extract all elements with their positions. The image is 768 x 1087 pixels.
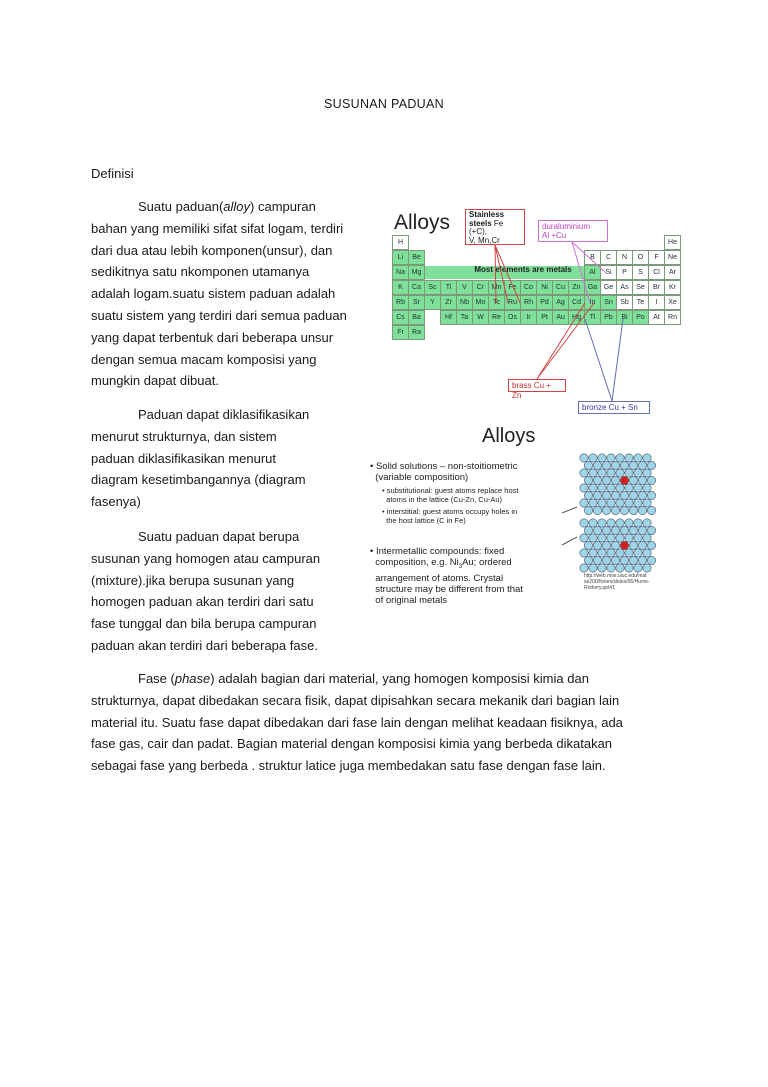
source-text: se200/Notes/slides/06/Hume- <box>584 579 650 585</box>
host-atom <box>625 454 633 462</box>
host-atom <box>602 506 610 514</box>
paragraph-classification <box>91 404 309 513</box>
element-cell-p: P <box>616 265 633 280</box>
page-title: SUSUNAN PADUAN <box>324 97 444 111</box>
p1-line: sedikitnya satu nkomponen utamanya <box>91 264 310 280</box>
host-atom <box>607 454 615 462</box>
host-atom <box>634 484 642 492</box>
host-atom <box>625 519 633 527</box>
stainless-label: steels <box>469 218 492 228</box>
host-atom <box>616 484 624 492</box>
element-cell-cs: Cs <box>392 310 409 325</box>
most-elements-label: Most elements are metals <box>474 265 572 274</box>
host-atom <box>607 469 615 477</box>
host-atom <box>589 469 597 477</box>
host-atom <box>598 499 606 507</box>
host-atom <box>643 454 651 462</box>
host-atom <box>598 454 606 462</box>
host-atom <box>593 541 601 549</box>
element-cell-i: I <box>648 295 665 310</box>
element-cell-v: V <box>456 280 473 295</box>
host-atom <box>629 506 637 514</box>
host-atom <box>616 469 624 477</box>
p1-text: ) campuran <box>250 199 316 214</box>
element-cell-ca: Ca <box>408 280 425 295</box>
bullet-text: Au; ordered <box>462 557 512 568</box>
element-cell-s: S <box>632 265 649 280</box>
host-atom <box>643 549 651 557</box>
element-cell-ni: Ni <box>536 280 553 295</box>
element-cell-rn: Rn <box>664 310 681 325</box>
p1-line: mungkin dapat dibuat. <box>91 373 219 389</box>
p1-italic: alloy <box>223 199 251 214</box>
element-cell-co: Co <box>520 280 537 295</box>
host-atom <box>616 519 624 527</box>
element-cell-n: N <box>616 250 633 265</box>
element-cell-rh: Rh <box>520 295 537 310</box>
host-atom <box>593 476 601 484</box>
host-atom <box>602 476 610 484</box>
p1-line: bahan yang memiliki sifat sifat logam, terdiri <box>91 220 344 236</box>
host-atom <box>607 534 615 542</box>
figure1-arrows <box>382 203 688 419</box>
p3-line: Suatu paduan dapat berupa <box>138 529 300 544</box>
element-cell-kr: Kr <box>664 280 681 295</box>
host-atom <box>607 549 615 557</box>
paragraph-definition <box>91 196 347 392</box>
host-atom <box>647 461 655 469</box>
host-atom <box>584 526 592 534</box>
p3-line: paduan akan terdiri dari beberapa fase. <box>91 637 318 653</box>
host-atom <box>638 491 646 499</box>
host-atom <box>616 564 624 572</box>
figure-alloys-periodic-table <box>382 203 688 419</box>
host-atom <box>647 476 655 484</box>
host-atom <box>611 526 619 534</box>
host-atom <box>638 541 646 549</box>
host-atom <box>643 534 651 542</box>
host-atom <box>593 506 601 514</box>
element-cell-fe: Fe <box>504 280 521 295</box>
host-atom <box>638 476 646 484</box>
element-cell-hg: Hg <box>568 310 585 325</box>
host-atom <box>593 461 601 469</box>
stainless-label: Fe (+C), <box>469 218 504 236</box>
element-cell-ge: Ge <box>600 280 617 295</box>
element-cell-k: K <box>392 280 409 295</box>
host-atom <box>616 549 624 557</box>
host-atom <box>647 491 655 499</box>
host-atom <box>629 461 637 469</box>
host-atom <box>643 564 651 572</box>
element-cell-os: Os <box>504 310 521 325</box>
host-atom <box>589 499 597 507</box>
host-atom <box>589 484 597 492</box>
element-cell-ir: Ir <box>520 310 537 325</box>
source-text: http://web.mse.uiuc.edu/mat <box>584 573 647 579</box>
element-cell-sr: Sr <box>408 295 425 310</box>
bronze-box: bronze Cu + Sn <box>578 401 650 414</box>
element-cell-w: W <box>472 310 489 325</box>
element-cell-c: C <box>600 250 617 265</box>
host-atom <box>647 541 655 549</box>
host-atom <box>643 469 651 477</box>
element-cell-si: Si <box>600 265 617 280</box>
figure1-title: Alloys <box>394 211 451 234</box>
host-atom <box>643 499 651 507</box>
element-cell-sb: Sb <box>616 295 633 310</box>
host-atom <box>598 519 606 527</box>
p2-line: diagram kesetimbangannya (diagram <box>91 472 306 488</box>
host-atom <box>584 541 592 549</box>
element-cell-se: Se <box>632 280 649 295</box>
p4-line: fase gas, cair dan padat. Bagian material dengan komposisi kimia yang berbeda dikatakan <box>91 736 613 752</box>
sub-bullet-text: substitutional: guest atoms replace host <box>386 486 519 495</box>
p2-line: paduan diklasifikasikan menurut <box>91 450 276 466</box>
element-cell-tl: Tl <box>584 310 601 325</box>
element-cell-fr: Fr <box>392 325 409 340</box>
p3-line: homogen paduan akan terdiri dari satu <box>91 594 314 610</box>
host-atom <box>625 499 633 507</box>
element-cell-hf: Hf <box>440 310 457 325</box>
host-atom <box>580 564 588 572</box>
element-cell-li: Li <box>392 250 409 265</box>
p4-line: sebagai fase yang berbeda . struktur latice juga membedakan satu fase dengan fase lain. <box>91 758 606 774</box>
element-cell-ra: Ra <box>408 325 425 340</box>
guest-atom <box>620 476 628 484</box>
p2-line: menurut strukturnya, dan sistem <box>91 428 277 444</box>
bullet-text: structure may be different from that <box>375 583 523 595</box>
figure-alloys-solutions <box>362 425 662 620</box>
element-cell-h: H <box>392 235 409 250</box>
p2-line: Paduan dapat diklasifikasikan <box>138 407 310 422</box>
element-cell-zn: Zn <box>568 280 585 295</box>
host-atom <box>602 541 610 549</box>
host-atom <box>611 476 619 484</box>
sub-bullet-interstitial: • interstitial: guest atoms occupy holes in the host lattice (C in Fe) <box>382 507 518 525</box>
host-atom <box>616 454 624 462</box>
element-cell-sc: Sc <box>424 280 441 295</box>
host-atom <box>584 461 592 469</box>
element-cell-pb: Pb <box>600 310 617 325</box>
element-cell-br: Br <box>648 280 665 295</box>
host-atom <box>611 556 619 564</box>
host-atom <box>620 491 628 499</box>
host-atom <box>611 541 619 549</box>
host-atom <box>589 549 597 557</box>
sub-bullet-text: atoms in the lattice (Cu-Zn, Cu-Au) <box>386 494 503 504</box>
host-atom <box>638 506 646 514</box>
duraluminium-label: Al +Cu <box>542 231 567 240</box>
element-cell-cr: Cr <box>472 280 489 295</box>
element-cell-sn: Sn <box>600 295 617 310</box>
host-atom <box>589 454 597 462</box>
element-cell-po: Po <box>632 310 649 325</box>
host-atom <box>593 491 601 499</box>
element-cell-tc: Tc <box>488 295 505 310</box>
p3-line: fase tunggal dan bila berupa campuran <box>91 616 317 632</box>
element-cell-in: In <box>584 295 601 310</box>
brass-box: brass Cu + Zn <box>508 379 566 392</box>
p2-line: fasenya) <box>91 494 141 510</box>
sub-bullet-text: the host lattice (C in Fe) <box>386 515 466 525</box>
host-atom <box>620 506 628 514</box>
host-atom <box>638 461 646 469</box>
source-text: Rothery.ppt#1 <box>584 585 616 591</box>
bullet-text: (variable composition) <box>375 472 469 483</box>
element-cell-na: Na <box>392 265 409 280</box>
host-atom <box>629 491 637 499</box>
sub-bullet-text: interstitial: guest atoms occupy holes in <box>386 507 518 516</box>
element-cell-at: At <box>648 310 665 325</box>
paragraph-homogeneous <box>91 526 320 657</box>
host-atom <box>625 469 633 477</box>
figure2-title: Alloys <box>482 425 536 447</box>
host-atom <box>629 541 637 549</box>
host-atom <box>629 476 637 484</box>
bullet-text: Solid solutions – non-stoitiometric <box>375 461 518 472</box>
element-cell-te: Te <box>632 295 649 310</box>
element-cell-rb: Rb <box>392 295 409 310</box>
p1-line: dari dua atau lebih komponen(unsur), dan <box>91 242 333 258</box>
element-cell-nb: Nb <box>456 295 473 310</box>
element-cell-xe: Xe <box>664 295 681 310</box>
host-atom <box>611 461 619 469</box>
host-atom <box>584 491 592 499</box>
element-cell-o: O <box>632 250 649 265</box>
host-atom <box>620 461 628 469</box>
p4-text: Fase ( <box>138 671 175 686</box>
host-atom <box>580 484 588 492</box>
host-atom <box>629 526 637 534</box>
host-atom <box>607 484 615 492</box>
element-cell-re: Re <box>488 310 505 325</box>
p1-text: Suatu paduan( <box>138 199 224 214</box>
element-cell-y: Y <box>424 295 441 310</box>
p3-line: susunan yang homogen atau campuran <box>91 550 321 566</box>
host-atom <box>625 484 633 492</box>
host-atom <box>607 564 615 572</box>
stainless-label: V, Mn,Cr <box>469 235 500 245</box>
paragraph-phase <box>91 668 681 777</box>
p4-italic: phase <box>174 671 211 686</box>
host-atom <box>598 484 606 492</box>
host-atom <box>607 499 615 507</box>
host-atom <box>634 534 642 542</box>
host-atom <box>616 534 624 542</box>
host-atom <box>616 499 624 507</box>
p4-text: ) adalah bagian dari material, yang homogen komposisi kimia dan <box>210 671 589 686</box>
host-atom <box>598 564 606 572</box>
host-atom <box>593 526 601 534</box>
host-atom <box>602 556 610 564</box>
element-cell-mg: Mg <box>408 265 425 280</box>
host-atom <box>634 469 642 477</box>
host-atom <box>620 526 628 534</box>
host-atom <box>634 564 642 572</box>
host-atom <box>589 519 597 527</box>
element-cell-b: B <box>584 250 601 265</box>
element-cell-bi: Bi <box>616 310 633 325</box>
element-cell-ar: Ar <box>664 265 681 280</box>
element-cell-ba: Ba <box>408 310 425 325</box>
element-cell-pd: Pd <box>536 295 553 310</box>
bullet-text: of original metals <box>375 594 448 606</box>
host-atom <box>580 469 588 477</box>
host-atom <box>602 491 610 499</box>
section-heading: Definisi <box>91 166 134 181</box>
p4-line: material itu. Suatu fase dapat dibedakan dari fase lain dengan melihat keadaan fisiknya, ada <box>91 714 623 730</box>
host-atom <box>638 556 646 564</box>
element-cell-ne: Ne <box>664 250 681 265</box>
element-cell-au: Au <box>552 310 569 325</box>
host-atom <box>607 519 615 527</box>
host-atom <box>589 564 597 572</box>
host-atom <box>611 506 619 514</box>
bullet-text: Intermetallic compounds: fixed <box>375 546 505 557</box>
bullet-text: composition, e.g. Ni <box>375 557 459 568</box>
lattice-diagrams <box>362 425 662 620</box>
p4-line: strukturnya, dapat dibedakan secara fisik, dapat dipisahkan secara mekanik dari bagian lain <box>91 692 620 708</box>
element-cell-al: Al <box>584 265 601 280</box>
host-atom <box>647 526 655 534</box>
host-atom <box>584 556 592 564</box>
host-atom <box>580 454 588 462</box>
host-atom <box>580 499 588 507</box>
duraluminium-label: duraluminium <box>542 222 591 231</box>
host-atom <box>580 549 588 557</box>
host-atom <box>593 556 601 564</box>
element-cell-ag: Ag <box>552 295 569 310</box>
host-atom <box>584 506 592 514</box>
host-atom <box>580 534 588 542</box>
element-cell-he: He <box>664 235 681 250</box>
p1-line: yang dapat terbentuk dari beberapa unsur <box>91 329 334 345</box>
bullet-solid-solutions: • Solid solutions – non-stoitiometric (variable composition) <box>370 461 518 483</box>
host-atom <box>598 549 606 557</box>
element-cell-zr: Zr <box>440 295 457 310</box>
host-atom <box>629 556 637 564</box>
element-cell-mn: Mn <box>488 280 505 295</box>
host-atom <box>584 476 592 484</box>
host-atom <box>634 499 642 507</box>
host-atom <box>602 461 610 469</box>
element-cell-ru: Ru <box>504 295 521 310</box>
host-atom <box>647 506 655 514</box>
host-atom <box>598 469 606 477</box>
element-cell-ta: Ta <box>456 310 473 325</box>
guest-atom <box>620 541 628 549</box>
host-atom <box>638 526 646 534</box>
host-atom <box>643 484 651 492</box>
host-atom <box>634 549 642 557</box>
element-cell-cd: Cd <box>568 295 585 310</box>
element-cell-as: As <box>616 280 633 295</box>
host-atom <box>598 534 606 542</box>
host-atom <box>625 564 633 572</box>
bullet-intermetallic: • Intermetallic compounds: fixed composition, e.g. $Ni_3Au$; ordered arrangement of atoms. Crystal structure may be different from that of original metals <box>370 546 523 606</box>
element-cell-ti: Ti <box>440 280 457 295</box>
host-atom <box>634 454 642 462</box>
element-cell-pt: Pt <box>536 310 553 325</box>
host-atom <box>634 519 642 527</box>
element-cell-mo: Mo <box>472 295 489 310</box>
p1-line: adalah logam.suatu sistem paduan adalah <box>91 286 336 302</box>
element-cell-cu: Cu <box>552 280 569 295</box>
element-cell-be: Be <box>408 250 425 265</box>
p1-line: dengan semua macam komposisi yang <box>91 351 317 367</box>
host-atom <box>643 519 651 527</box>
host-atom <box>620 556 628 564</box>
host-atom <box>580 519 588 527</box>
host-atom <box>611 491 619 499</box>
element-cell-ga: Ga <box>584 280 601 295</box>
p3-line: (mixture).jika berupa susunan yang <box>91 572 295 588</box>
p1-line: suatu sistem yang terdiri dari semua paduan <box>91 307 347 323</box>
element-cell-f: F <box>648 250 665 265</box>
host-atom <box>625 534 633 542</box>
sub-bullet-substitutional: • substitutional: guest atoms replace host atoms in the lattice (Cu-Zn, Cu-Au) <box>382 486 519 504</box>
host-atom <box>625 549 633 557</box>
bullet-text: arrangement of atoms. Crystal <box>375 572 504 584</box>
host-atom <box>647 556 655 564</box>
host-atom <box>589 534 597 542</box>
stainless-label: Stainless <box>469 210 505 219</box>
host-atom <box>602 526 610 534</box>
element-cell-cl: Cl <box>648 265 665 280</box>
